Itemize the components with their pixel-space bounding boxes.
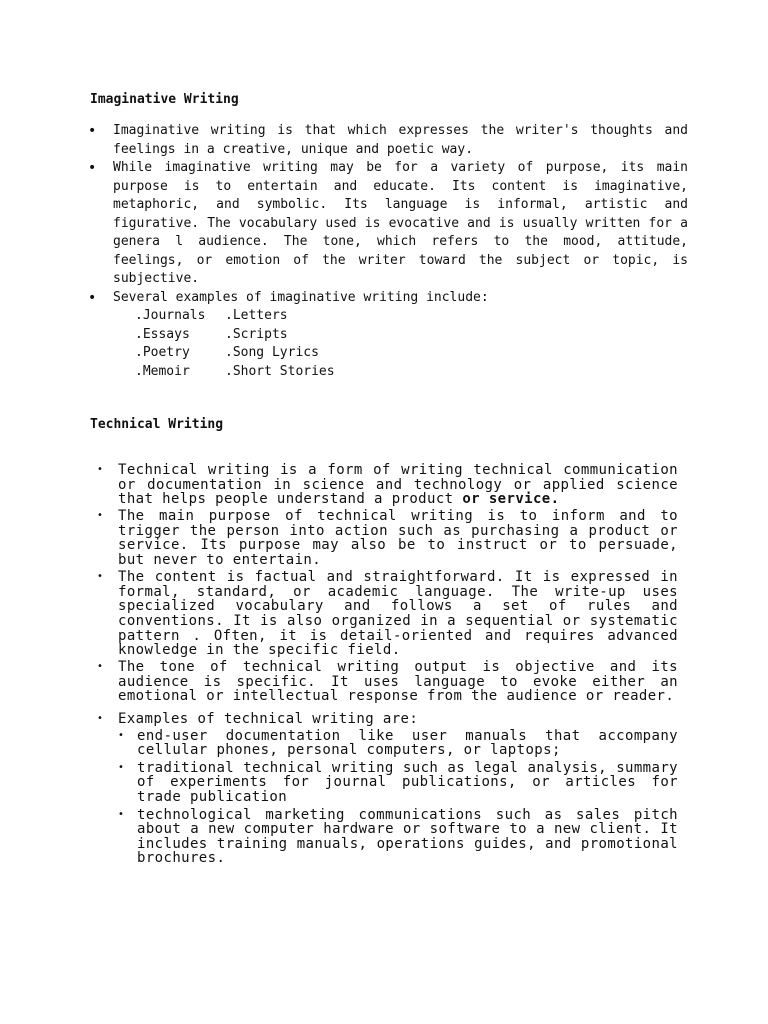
bullet-icon: • bbox=[88, 123, 97, 139]
example-item: .Journals bbox=[135, 308, 206, 323]
bullet-text: The content is factual and straightforward. It is expressed in formal, standard, or academic language. The write-up uses specialized vocabulary and follows a set of rules and conventions. It is also organized in a sequential or systematic pattern . Often, it is detail-oriented and requires advanced knowledge in the specific field. bbox=[118, 569, 678, 659]
bullet-text: While imaginative writing may be for a variety of purpose, its main purpose is to entertain and educate. Its content is imaginative, metaphoric, and symbolic. Its language is informal, artistic and figurative. The vocabulary used is evocative and is usually written for a genera l audience. The tone, which refers to the mood, attitude, feelings, or emotion of the writer toward the subject or topic, is subjective. bbox=[113, 160, 688, 286]
sub-list-item bbox=[118, 729, 678, 758]
list-item bbox=[94, 570, 678, 658]
bullet-bold-text: or service. bbox=[462, 491, 560, 508]
bullet-icon: • bbox=[118, 808, 125, 820]
bullet-icon: • bbox=[118, 729, 125, 741]
bullet-text: The main purpose of technical writing is to inform and to trigger the person into action such as purchasing a product or service. Its purpose may also be to instruct or to persuade, but never to entertain. bbox=[118, 508, 678, 569]
list-item bbox=[94, 712, 678, 866]
list-item bbox=[88, 289, 688, 382]
example-item: .Short Stories bbox=[225, 363, 335, 379]
example-item: .Essays bbox=[135, 326, 190, 342]
sub-list-item bbox=[118, 808, 678, 866]
sub-bullet-text: traditional technical writing such as legal analysis, summary of experiments for journal publications, or articles for trade publication bbox=[137, 759, 678, 805]
list-item bbox=[94, 509, 678, 567]
bullet-icon: • bbox=[97, 510, 104, 522]
sub-bullet-text: end-user documentation like user manuals that accompany cellular phones, personal computers, or laptops; bbox=[137, 727, 678, 759]
heading-imaginative-writing: Imaginative Writing bbox=[90, 92, 239, 107]
bullet-icon: • bbox=[97, 464, 104, 475]
list-item bbox=[94, 660, 678, 704]
list-item bbox=[88, 159, 688, 289]
imaginative-examples-grid bbox=[135, 307, 688, 381]
bullet-text: Technical writing is a form of writing technical communication or documentation in science and technology or applied science that helps people understand a product bbox=[118, 462, 678, 508]
bullet-text: Imaginative writing is that which expresses the writer's thoughts and feelings in a creative, unique and poetic way. bbox=[113, 123, 688, 157]
bullet-text: Several examples of imaginative writing include: bbox=[113, 289, 489, 305]
sub-bullet-text: technological marketing communications such as sales pitch about a new computer hardware or software to a new client. It includes training manuals, operations guides, and promotional brochures. bbox=[137, 806, 678, 867]
list-item bbox=[88, 122, 688, 159]
example-item: .Memoir bbox=[135, 363, 190, 379]
bullet-icon: • bbox=[97, 661, 104, 673]
bullet-icon: • bbox=[88, 289, 97, 306]
bullet-icon: • bbox=[97, 713, 104, 724]
example-item: .Scripts bbox=[225, 326, 288, 342]
technical-bullet-list bbox=[94, 463, 678, 869]
technical-examples-list bbox=[118, 729, 678, 866]
bullet-icon: • bbox=[88, 160, 97, 176]
bullet-icon: • bbox=[97, 571, 104, 583]
sub-list-item bbox=[118, 761, 678, 805]
example-item: .Letters bbox=[225, 308, 288, 323]
example-item: .Poetry bbox=[135, 345, 190, 360]
bullet-text: Examples of technical writing are: bbox=[118, 711, 419, 727]
bullet-text: The tone of technical writing output is objective and its audience is specific. It uses language to evoke either an emotional or intellectual response from the audience or reader. bbox=[118, 659, 678, 705]
list-item bbox=[94, 463, 678, 507]
example-item: .Song Lyrics bbox=[225, 345, 319, 360]
heading-technical-writing: Technical Writing bbox=[90, 417, 224, 432]
bullet-icon: • bbox=[118, 761, 125, 773]
imaginative-bullet-list bbox=[88, 122, 688, 381]
